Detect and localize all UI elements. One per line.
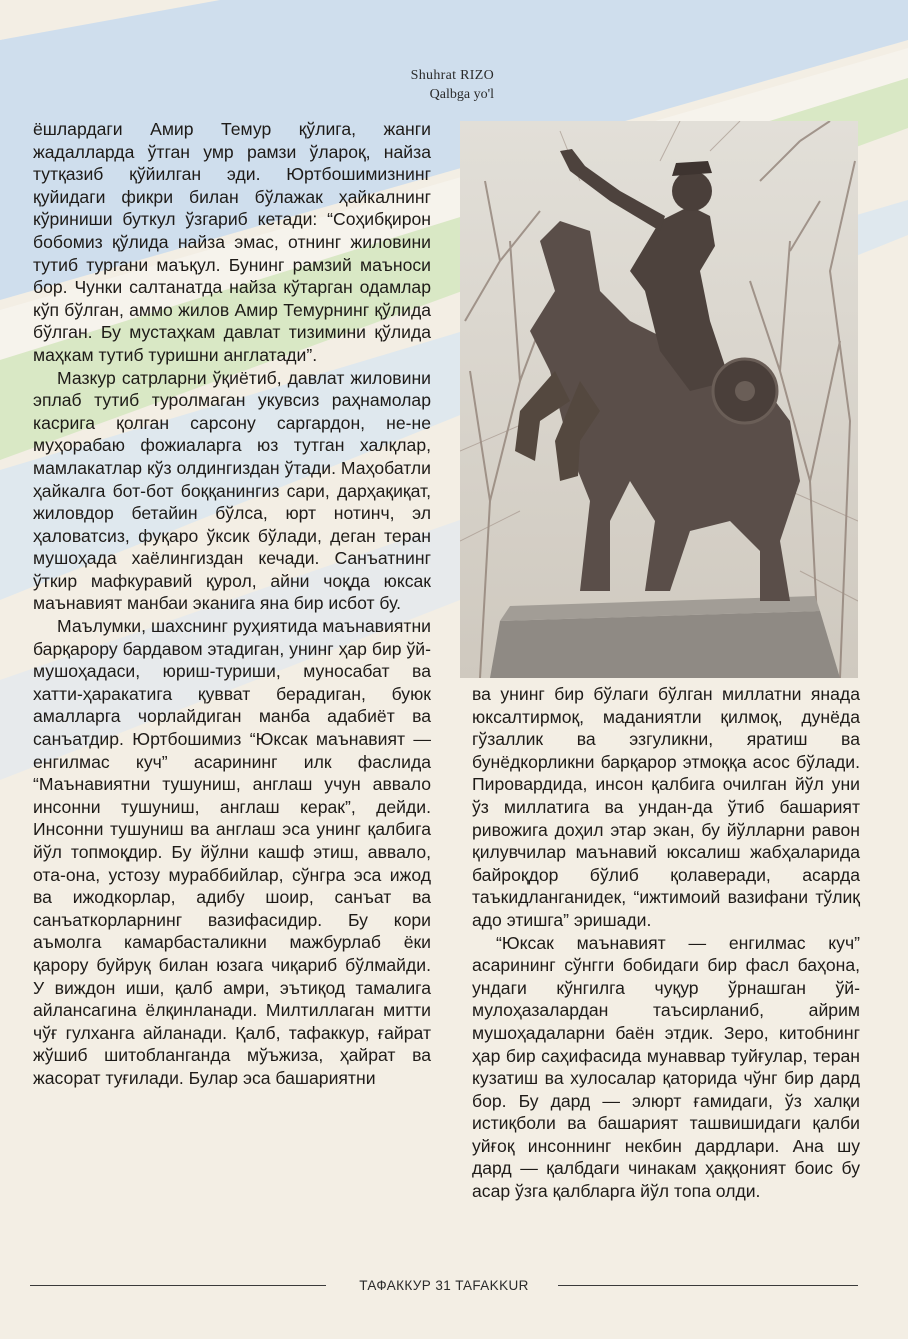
paragraph: Маълумки, шахснинг руҳиятида маънавиятни барқарору бардавом этадиган, унинг ҳар бир ўй-мушоҳадаси, юриш-туриши, муносабат ва хатти-ҳаракатига қувват берадиган, буюк амалларга чорлайдиган манба адабиёт ва санъатдир. Юртбошимиз “Юксак маънавият — енгилмас куч” асарининг илк фаслида “Маънавиятни тушуниш, англаш учун аввало инсонни тушуниш, англаш керак”, дейди. Инсонни тушуниш ва англаш эса унинг қалбига йўл топмоқдир. Бу йўлни кашф этиш, аввало, ота-она, устозу мураббийлар, сўнгра эса ижод ва ижодкорлар, адибу шоир, санъат ва санъаткорларнинг вазифасидир. Бу кори аъмолга камарбасталикни мажбурлаб ёки қарору буйруқ билан юзага чиқариб бўлмайди. У виждон иши, қалб амри, эътиқод тамалига айлансагина ёлқинланади. Милтиллаган митти чўғ гулханга айланади. Қалб, тафаккур, ғайрат жўшиб шитобланганда мўъжиза, ҳайрат ва жасорат туғилади. Булар эса башариятни: [33, 616, 431, 1088]
statue-photo: [460, 121, 858, 678]
paragraph: Мазкур сатрларни ўқиётиб, давлат жиловини эплаб тутиб туролмаган укувсиз раҳнамолар касрига қолган сарсону саргардон, не-не муҳорабаю фожиаларга юз тутган халқлар, мамлакатлар кўз олдингиздан ўтади. Маҳобатли ҳайкалга бот-бот боққанингиз сари, дарҳақиқат, жиловдор бетайин бўлса, юрт нотинч, эл ҳаловатсиз, фуқаро ўксик бўлади, деган теран мушоҳада хаёлингиздан кечади. Санъатнинг ўткир мафкуравий қурол, айни чоқда юксак маънавият манбаи эканига яна бир исбот бу.: [33, 367, 431, 614]
page-footer: [30, 1278, 858, 1294]
article-title: Qalbga yo'l: [429, 87, 494, 102]
footer-rule-right: [558, 1285, 858, 1286]
left-text-column: [33, 118, 431, 1090]
author-name: Shuhrat RIZO: [410, 68, 494, 83]
paragraph: ёшлардаги Амир Темур қўлига, жанги жадалларда ўтган умр рамзи ўлароқ, найза тутқазиб қўйилган эди. Юртбошимизнинг қуйидаги фикри билан бўлажак ҳайкалнинг кўриниши буткул ўзгариб кетади: “Соҳибқирон бобомиз қўлида найза эмас, отнинг жиловини тутиб тургани маъқул. Бунинг рамзий маъноси бор. Чунки салтанатда найза кўтарган одамлар кўп бўлган, аммо жилов Амир Темурнинг қўлида бўлган. Бу мустаҳкам давлат тизимини қўлида маҳкам тутиб туришни англатади”.: [33, 119, 431, 365]
footer-label: ТАФАККУР 31 TAFAKKUR: [359, 1278, 529, 1293]
article-header: [411, 66, 494, 104]
equestrian-statue-photo-icon: [460, 121, 858, 678]
paragraph: “Юксак маънавият — енгилмас куч” асарининг сўнгги бобидаги бир фасл баҳона, ундаги кўнгилга чуқур ўрнашган ўй-мулоҳазалардан таъсирланиб, айрим мушоҳадаларни баён этдик. Зеро, китобнинг ҳар бир саҳифасида мунаввар туйғулар, теран кузатиш ва хулосалар қаторида чўнг бир дард бор. Бу дард — элюрт ғамидаги, ўз халқи истиқболи ва башарият ташвишидаги қалби уйғоқ инсоннинг некбин дардлари. Ана шу дард — қалбдаги чинакам ҳаққоният боис бу асар ўзга қалбларга йўл топа олди.: [472, 932, 860, 1202]
right-text-column: [472, 683, 860, 1203]
paragraph: ва унинг бир бўлаги бўлган миллатни янада юксалтирмоқ, маданиятли қилмоқ, дунёда гўзаллик ва эзгуликни, яратиш ва бунёдкорликни барқарор этмоққа асос бўлади. Пировардида, инсон қалбига очилган йўл уни ўз миллатига ва ундан-да ўтиб башарият ривожига доҳил этар экан, бу йўлларни равон қилувчилар маънавий юксалиш жабҳаларида байроқдор бўлиб қолаверади, асарда таъкидланганидек, “ижтимоий вазифани тўлиқ адо этишга” эришади.: [472, 684, 860, 930]
footer-rule-left: [30, 1285, 326, 1286]
